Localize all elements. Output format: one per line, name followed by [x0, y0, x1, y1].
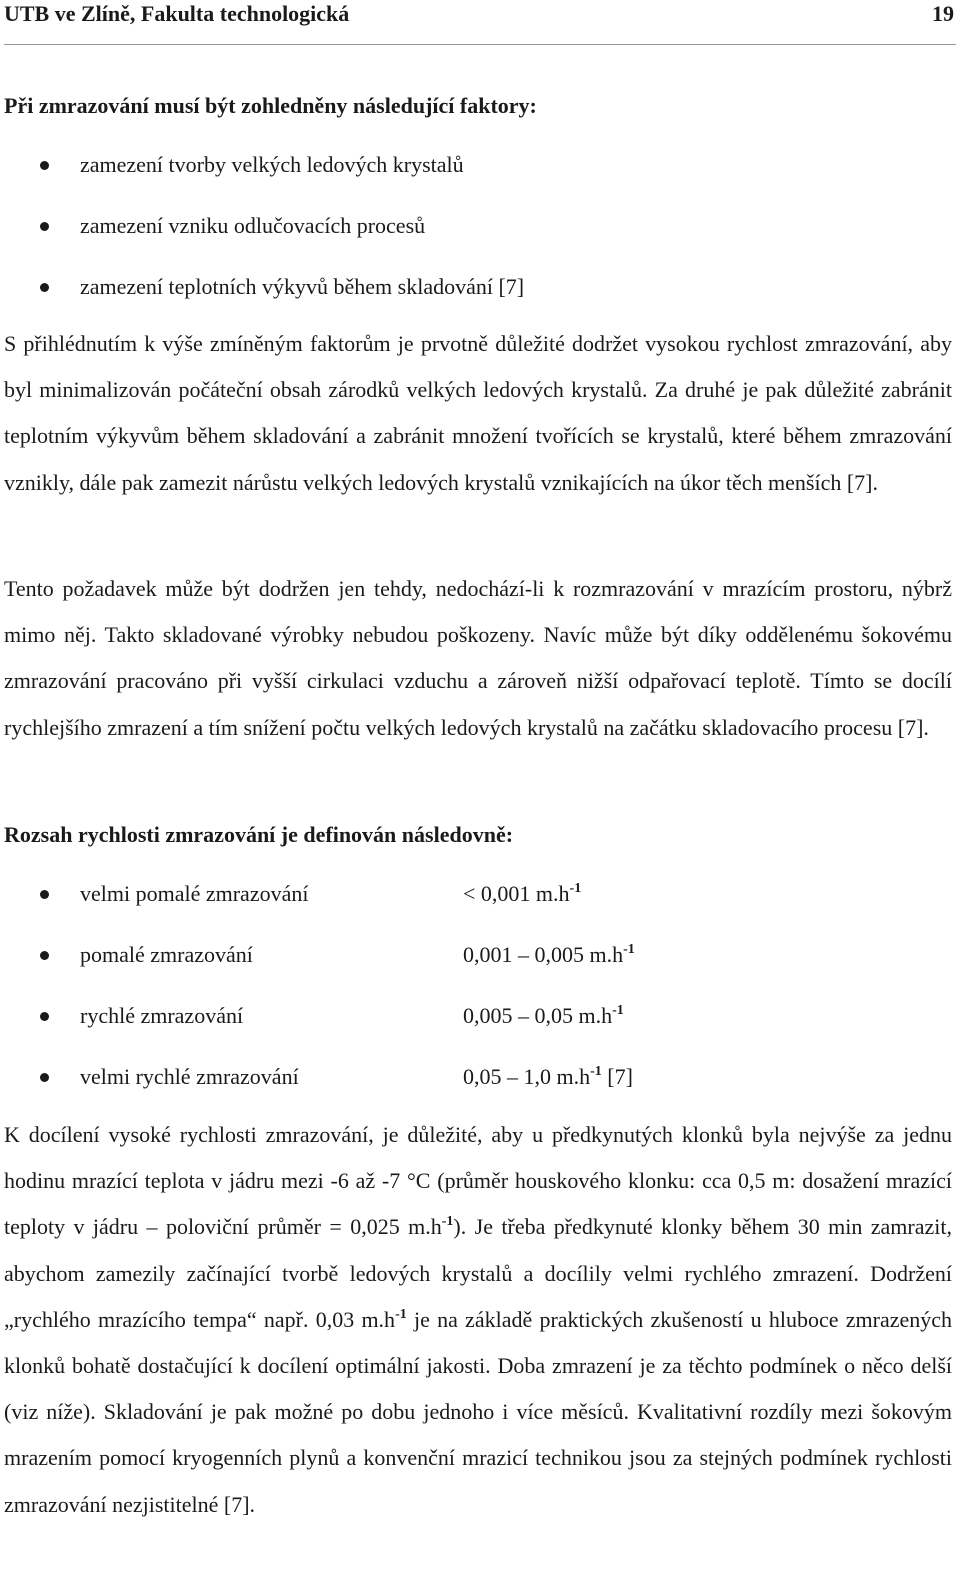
list-item [0, 150, 960, 180]
list-item [0, 211, 960, 241]
bullet-icon [40, 283, 49, 292]
header-title: UTB ve Zlíně, Fakulta technologická [4, 1, 350, 26]
page-header [4, 0, 956, 45]
bullet-icon [40, 890, 49, 899]
paragraph-3: K docílení vysoké rychlosti zmrazování, je důležité, aby u předkynutých klonků byla nejvýše za jednu hodinu mrazící teplota v jádru mezi -6 až -7 °C (průměr houskového klonku: cca 0,5 m: dosažení mrazící teploty v jádru – poloviční průměr = 0,025 $m.h^{-1}$). Je třeba předkynuté klonky během 30 min zamrazit, abychom zamezily začínající tvorbě ledových krystalů a docílily velmi rychlého zmrazení. Dodržení „rychlého mrazícího tempa“ např. 0,03 $m.h^{-1}$ je na základě praktických zkušeností u hluboce zmrazených klonků bohatě dostačující k docílení optimální jakosti. Doba zmrazení je za těchto podmínek o něco delší (viz níže). Skladování je pak možné po dobu jednoho i více měsíců. Kvalitativní rozdíly mezi šokovým mrazením pomocí kryogenních plynů a konvenční mrazicí technikou jsou za stejných podmínek rychlosti zmrazování nezjistitelné [7]. [4, 1122, 952, 1517]
list-item-label: zamezení tvorby velkých ledových krystalů [80, 152, 464, 177]
bullet-icon [40, 161, 49, 170]
page-number: 19 [932, 1, 954, 26]
paragraph-2: Tento požadavek může být dodržen jen tehdy, nedochází-li k rozmrazování v mrazícím prostoru, nýbrž mimo něj. Takto skladované výrobky nebudou poškozeny. Navíc může být díky oddělenému šokovému zmrazování pracováno při vyšší cirkulaci vzduchu a zároveň nižší odpařovací teplotě. Tímto se docílí rychlejšího zmrazení a tím snížení počtu velkých ledových krystalů na začátku skladovacího procesu [7]. [4, 576, 952, 740]
rate-label: pomalé zmrazování [80, 942, 253, 967]
rate-item [0, 1062, 960, 1092]
bullet-icon [40, 222, 49, 231]
rate-label: velmi pomalé zmrazování [80, 881, 309, 906]
rate-value: 0,001 – 0,005 $m.h^{-1}$ [463, 942, 635, 967]
rate-label: velmi rychlé zmrazování [80, 1064, 299, 1089]
list-item [0, 272, 960, 302]
section-heading-factors: Při zmrazování musí být zohledněny následující faktory: [4, 93, 537, 118]
rate-value: 0,005 – 0,05 $m.h^{-1}$ [463, 1003, 624, 1028]
bullet-icon [40, 1012, 49, 1021]
rate-value: < 0,001 $m.h^{-1}$ [463, 881, 582, 906]
list-item-label: zamezení vzniku odlučovacích procesů [80, 213, 426, 238]
list-item-label: zamezení teplotních výkyvů během skladování [7] [80, 274, 525, 299]
rate-item [0, 940, 960, 970]
bullet-icon [40, 1073, 49, 1082]
bullet-icon [40, 951, 49, 960]
rate-item [0, 1001, 960, 1031]
section-heading-rates: Rozsah rychlosti zmrazování je definován následovně: [4, 822, 514, 847]
rate-label: rychlé zmrazování [80, 1003, 244, 1028]
rate-value: 0,05 – 1,0 $m.h^{-1}$ [7] [463, 1064, 633, 1089]
rate-item [0, 879, 960, 909]
paragraph-1: S přihlédnutím k výše zmíněným faktorům je prvotně důležité dodržet vysokou rychlost zmrazování, aby byl minimalizován počáteční obsah zárodků velkých ledových krystalů. Za druhé je pak důležité zabránit teplotním výkyvům během skladování a zabránit množení tvořících se krystalů, které během zmrazování vznikly, dále pak zamezit nárůstu velkých ledových krystalů vznikajících na úkor těch menších [7]. [4, 331, 952, 495]
